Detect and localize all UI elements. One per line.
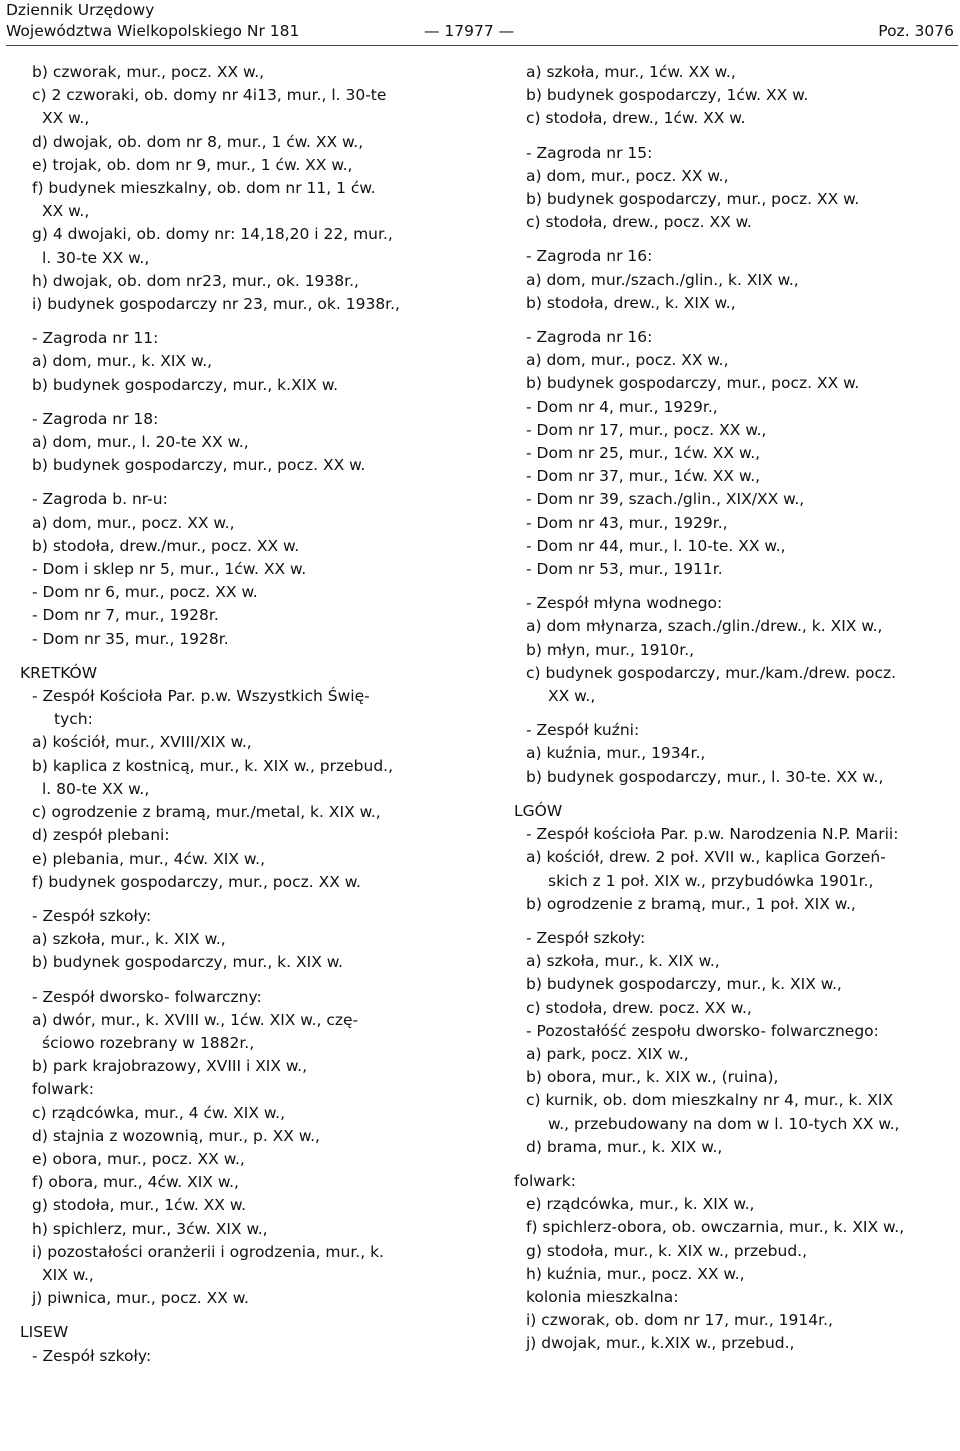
section-heading: folwark: xyxy=(514,1171,576,1190)
text-line: b) budynek gospodarczy, mur., k.XIX w. xyxy=(32,375,338,394)
text-line: XX w., xyxy=(42,109,90,128)
spacer xyxy=(514,131,958,142)
text-line: - Dom nr 44, mur., l. 10-te. XX w., xyxy=(526,536,786,555)
spacer xyxy=(514,1159,958,1170)
text-line: - Zespół Kościoła Par. p.w. Wszystkich Świę- xyxy=(32,687,370,706)
text-line: l. 30-te XX w., xyxy=(42,248,150,267)
spacer xyxy=(514,789,958,800)
text-line: c) budynek gospodarczy, mur./kam./drew. pocz. xyxy=(526,663,897,682)
text-line: b) budynek gospodarczy, 1ćw. XX w. xyxy=(526,86,809,105)
spacer xyxy=(20,975,448,986)
text-line: d) dwojak, ob. dom nr 8, mur., 1 ćw. XX w., xyxy=(32,132,364,151)
text-line: - Dom i sklep nr 5, mur., 1ćw. XX w. xyxy=(32,560,307,579)
text-line: a) szkoła, mur., k. XIX w., xyxy=(32,930,226,949)
text-line: a) szkoła, mur., 1ćw. XX w., xyxy=(526,63,736,81)
page-number: — 17977 — xyxy=(424,22,515,40)
text-line: - Zespół szkoły: xyxy=(32,1346,152,1365)
text-line: - Dom nr 17, mur., pocz. XX w., xyxy=(526,420,767,439)
text-line: XIX w., xyxy=(42,1265,94,1284)
text-line: i) czworak, ob. dom nr 17, mur., 1914r., xyxy=(526,1311,833,1330)
right-column xyxy=(514,61,958,1356)
text-line: a) dom, mur., pocz. XX w., xyxy=(526,166,729,185)
spacer xyxy=(20,477,448,488)
spacer xyxy=(20,894,448,905)
text-line: b) młyn, mur., 1910r., xyxy=(526,640,695,659)
text-line: b) budynek gospodarczy, mur., k. XIX w., xyxy=(526,975,842,994)
left-column xyxy=(20,61,448,1368)
text-line: b) ogrodzenie z bramą, mur., 1 poł. XIX w., xyxy=(526,894,856,913)
text-line: c) rządcówka, mur., 4 ćw. XIX w., xyxy=(32,1103,285,1122)
text-line: - Zespół szkoły: xyxy=(32,906,152,925)
text-line: a) dwór, mur., k. XVIII w., 1ćw. XIX w., czę- xyxy=(32,1010,359,1029)
text-line: - Dom nr 39, szach./glin., XIX/XX w., xyxy=(526,490,805,509)
header-rule xyxy=(6,45,958,46)
text-line: b) park krajobrazowy, XVIII i XIX w., xyxy=(32,1057,308,1076)
text-line: a) dom, mur., pocz. XX w., xyxy=(526,351,729,370)
section-heading: KRETKÓW xyxy=(20,663,98,682)
text-line: - Zagroda nr 16: xyxy=(526,328,653,347)
text-line: - Dom nr 7, mur., 1928r. xyxy=(32,606,219,625)
text-line: h) kuźnia, mur., pocz. XX w., xyxy=(526,1264,745,1283)
text-line: f) obora, mur., 4ćw. XIX w., xyxy=(32,1173,239,1192)
section-heading: LISEW xyxy=(20,1323,69,1342)
text-line: - Dom nr 53, mur., 1911r. xyxy=(526,560,723,579)
spacer xyxy=(514,315,958,326)
spacer xyxy=(514,581,958,592)
text-line: c) ogrodzenie z bramą, mur./metal, k. XIX w., xyxy=(32,803,381,822)
text-line: XX w., xyxy=(548,687,596,706)
text-line: b) budynek gospodarczy, mur., k. XIX w. xyxy=(32,953,343,972)
journal-title xyxy=(6,0,299,42)
text-line: b) stodoła, drew./mur., pocz. XX w. xyxy=(32,536,300,555)
text-line: - Dom nr 35, mur., 1928r. xyxy=(32,629,229,648)
text-line: folwark: xyxy=(32,1080,94,1099)
text-line: kolonia mieszkalna: xyxy=(526,1287,679,1306)
text-line: a) kuźnia, mur., 1934r., xyxy=(526,744,706,763)
text-line: j) dwojak, mur., k.XIX w., przebud., xyxy=(526,1334,795,1353)
text-line: c) stodoła, drew., 1ćw. XX w. xyxy=(526,109,746,128)
text-line: h) spichlerz, mur., 3ćw. XIX w., xyxy=(32,1219,268,1238)
text-line: a) kościół, mur., XVIII/XIX w., xyxy=(32,733,252,752)
text-line: f) budynek mieszkalny, ob. dom nr 11, 1 ćw. xyxy=(32,179,376,198)
section-heading: LGÓW xyxy=(514,801,563,820)
text-line: - Dom nr 25, mur., 1ćw. XX w., xyxy=(526,444,761,463)
text-line: g) 4 dwojaki, ob. domy nr: 14,18,20 i 22, mur., xyxy=(32,225,393,244)
spacer xyxy=(514,234,958,245)
text-line: j) piwnica, mur., pocz. XX w. xyxy=(32,1289,249,1308)
text-line: b) kaplica z kostnicą, mur., k. XIX w., przebud., xyxy=(32,756,394,775)
spacer xyxy=(20,1310,448,1321)
position-number: Poz. 3076 xyxy=(878,22,954,40)
text-line: f) budynek gospodarczy, mur., pocz. XX w. xyxy=(32,872,361,891)
text-line: d) brama, mur., k. XIX w., xyxy=(526,1137,723,1156)
text-line: - Zespół szkoły: xyxy=(526,928,646,947)
text-line: e) trojak, ob. dom nr 9, mur., 1 ćw. XX w., xyxy=(32,155,353,174)
text-line: - Dom nr 37, mur., 1ćw. XX w., xyxy=(526,467,761,486)
text-line: b) budynek gospodarczy, mur., pocz. XX w. xyxy=(526,190,860,209)
text-line: c) stodoła, drew., pocz. XX w. xyxy=(526,213,752,232)
text-line: - Dom nr 4, mur., 1929r., xyxy=(526,397,718,416)
text-line: - Zespół kościoła Par. p.w. Narodzenia N.P. Marii: xyxy=(526,825,899,844)
spacer xyxy=(514,708,958,719)
text-line: w., przebudowany na dom w l. 10-tych XX w., xyxy=(548,1114,900,1133)
text-line: - Dom nr 6, mur., pocz. XX w. xyxy=(32,583,258,602)
spacer xyxy=(20,397,448,408)
spacer xyxy=(20,316,448,327)
page-header xyxy=(6,0,958,46)
journal-region: Województwa Wielkopolskiego Nr 181 xyxy=(6,22,300,40)
text-line: - Zagroda b. nr-u: xyxy=(32,490,168,509)
text-line: i) budynek gospodarczy nr 23, mur., ok. 1938r., xyxy=(32,295,400,314)
text-line: e) plebania, mur., 4ćw. XIX w., xyxy=(32,849,265,868)
text-line: c) kurnik, ob. dom mieszkalny nr 4, mur., k. XIX xyxy=(526,1091,894,1110)
text-line: - Zespół dworsko- folwarczny: xyxy=(32,987,262,1006)
text-line: l. 80-te XX w., xyxy=(42,779,150,798)
text-line: e) obora, mur., pocz. XX w., xyxy=(32,1149,245,1168)
text-line: skich z 1 poł. XIX w., przybudówka 1901r., xyxy=(548,871,874,890)
text-line: f) spichlerz-obora, ob. owczarnia, mur., k. XIX w., xyxy=(526,1218,905,1237)
journal-name: Dziennik Urzędowy xyxy=(6,1,155,19)
text-line: a) szkoła, mur., k. XIX w., xyxy=(526,952,720,971)
text-line: a) dom, mur., pocz. XX w., xyxy=(32,513,235,532)
spacer xyxy=(20,651,448,662)
text-line: - Zagroda nr 11: xyxy=(32,329,159,348)
text-line: a) dom, mur., l. 20-te XX w., xyxy=(32,433,249,452)
text-line: a) park, pocz. XIX w., xyxy=(526,1044,689,1063)
text-line: - Zespół młyna wodnego: xyxy=(526,594,723,613)
text-line: ściowo rozebrany w 1882r., xyxy=(42,1033,255,1052)
text-line: b) czworak, mur., pocz. XX w., xyxy=(32,63,265,81)
text-line: a) dom młynarza, szach./glin./drew., k. XIX w., xyxy=(526,617,883,636)
text-line: - Zespół kuźni: xyxy=(526,721,640,740)
text-line: b) stodoła, drew., k. XIX w., xyxy=(526,293,736,312)
text-line: a) dom, mur./szach./glin., k. XIX w., xyxy=(526,270,799,289)
text-line: XX w., xyxy=(42,202,90,221)
text-line: b) obora, mur., k. XIX w., (ruina), xyxy=(526,1068,779,1087)
text-line: b) budynek gospodarczy, mur., l. 30-te. XX w., xyxy=(526,767,884,786)
text-line: h) dwojak, ob. dom nr23, mur., ok. 1938r., xyxy=(32,271,359,290)
text-line: d) stajnia z wozownią, mur., p. XX w., xyxy=(32,1126,320,1145)
text-line: b) budynek gospodarczy, mur., pocz. XX w. xyxy=(32,456,366,475)
text-line: - Pozostałóść zespołu dworsko- folwarcznego: xyxy=(526,1021,879,1040)
text-line: i) pozostałości oranżerii i ogrodzenia, mur., k. xyxy=(32,1242,384,1261)
text-line: a) kościół, drew. 2 poł. XVII w., kaplica Gorzeń- xyxy=(526,848,886,867)
spacer xyxy=(514,916,958,927)
text-line: - Zagroda nr 15: xyxy=(526,143,653,162)
text-line: e) rządcówka, mur., k. XIX w., xyxy=(526,1195,755,1214)
text-line: g) stodoła, mur., 1ćw. XX w. xyxy=(32,1196,247,1215)
text-line: tych: xyxy=(54,710,93,729)
text-line: - Dom nr 43, mur., 1929r., xyxy=(526,513,728,532)
text-line: c) 2 czworaki, ob. domy nr 4i13, mur., l. 30-te xyxy=(32,86,387,105)
text-line: b) budynek gospodarczy, mur., pocz. XX w. xyxy=(526,374,860,393)
text-line: - Zagroda nr 16: xyxy=(526,247,653,266)
text-line: a) dom, mur., k. XIX w., xyxy=(32,352,213,371)
text-line: g) stodoła, mur., k. XIX w., przebud., xyxy=(526,1241,808,1260)
text-line: c) stodoła, drew. pocz. XX w., xyxy=(526,998,752,1017)
text-line: - Zagroda nr 18: xyxy=(32,409,159,428)
text-line: d) zespół plebani: xyxy=(32,826,170,845)
